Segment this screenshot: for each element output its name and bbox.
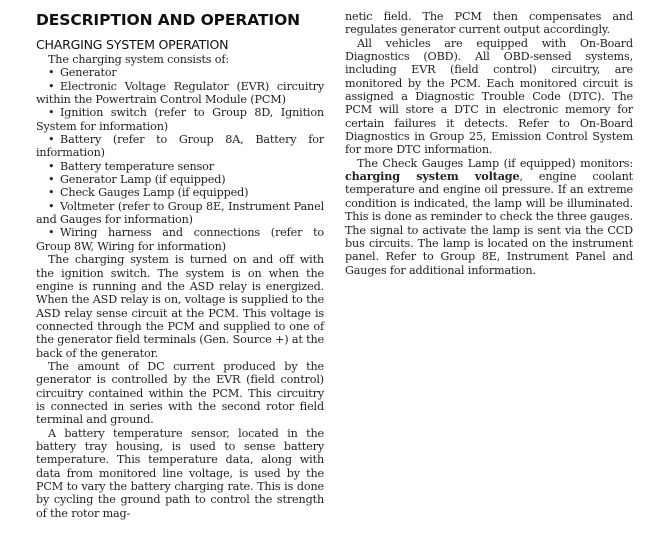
list-item <box>36 226 324 253</box>
list-item <box>36 186 324 199</box>
bullet-icon: • <box>48 199 55 213</box>
components-list <box>36 66 324 253</box>
right-column <box>345 10 633 277</box>
list-item <box>36 173 324 186</box>
bullet-icon: • <box>48 186 55 200</box>
list-item <box>36 80 324 107</box>
paragraph-dc-current: The amount of DC current produced by the generator is controlled by the EVR (field control) circuitry contained within the PCM. This circuitry is connected in series with the second rotor field terminal and ground. <box>36 359 324 427</box>
paragraph-temperature-sensor-continued: netic field. The PCM then compensates and regulates generator current output accordingly. <box>345 10 633 37</box>
left-column <box>36 10 324 520</box>
list-item-text: Generator <box>60 66 117 80</box>
list-item <box>36 106 324 133</box>
bullet-icon: • <box>48 133 55 147</box>
list-item-text: Wiring harness and connections (refer to Group 8W, Wiring for information) <box>36 226 324 253</box>
paragraph-check-gauges-lamp <box>345 157 633 277</box>
list-item-text: Generator Lamp (if equipped) <box>60 173 226 187</box>
bullet-icon: • <box>48 106 55 120</box>
charging-voltage-emphasis: charging system voltage <box>345 169 520 184</box>
list-item <box>36 200 324 227</box>
list-item-text: Check Gauges Lamp (if equipped) <box>60 186 249 200</box>
subsection-heading: CHARGING SYSTEM OPERATION <box>36 37 229 52</box>
bullet-icon: • <box>48 159 55 173</box>
list-item-text: Voltmeter (refer to Group 8E, Instrument Panel and Gauges for information) <box>36 199 324 227</box>
section-heading: DESCRIPTION AND OPERATION <box>36 11 301 29</box>
paragraph-ignition-switch: The charging system is turned on and off with the ignition switch. The system is on when the engine is running and the ASD relay is energized. When the ASD relay is on, voltage is supplied to the ASD relay sense circuit at the PCM. This voltage is connected through the PCM and supplied to one of the generator field terminals (Gen. Source +) at the back of the generator. <box>36 253 324 360</box>
list-item-text: Battery temperature sensor <box>60 159 214 173</box>
check-gauges-lead-text: The Check Gauges Lamp (if equipped) monitors: <box>357 156 633 170</box>
bullet-icon: • <box>48 226 55 240</box>
paragraph-temperature-sensor: A battery temperature sensor, located in the battery tray housing, is used to sense battery temperature. This temperature data, along with data from monitored line voltage, is used by the PCM to vary the battery charging rate. This is done by cycling the ground path to control the strength of the rotor mag- <box>36 426 324 520</box>
list-item-text: Battery (refer to Group 8A, Battery for information) <box>36 133 324 160</box>
list-item <box>36 160 324 173</box>
bullet-icon: • <box>48 173 55 187</box>
list-item-text: Ignition switch (refer to Group 8D, Ignition System for information) <box>36 106 324 133</box>
intro-text: The charging system consists of: <box>48 53 229 66</box>
bullet-icon: • <box>48 79 55 93</box>
list-item <box>36 133 324 160</box>
check-gauges-rest-text: , engine coolant temperature and engine oil pressure. If an extreme condition is indicated, the lamp will be illuminated. This is done as reminder to check the three gauges. The signal to activate the lamp is sent via the CCD bus circuits. The lamp is located on the instrument panel. Refer to Group 8E, Instrument Panel and Gauges for additional information. <box>345 170 633 277</box>
list-item <box>36 66 324 79</box>
paragraph-obd: All vehicles are equipped with On-Board Diagnostics (OBD). All OBD-sensed systems, including EVR (field control) circuitry, are monitored by the PCM. Each monitored circuit is assigned a Diagnostic Trouble Code (DTC). The PCM will store a DTC in electronic memory for certain failures it detects. Refer to On-Board Diagnostics in Group 25, Emission Control System for more DTC information. <box>345 36 633 157</box>
bullet-icon: • <box>48 66 55 80</box>
list-item-text: Electronic Voltage Regulator (EVR) circuitry within the Powertrain Control Module (PCM) <box>36 79 324 107</box>
